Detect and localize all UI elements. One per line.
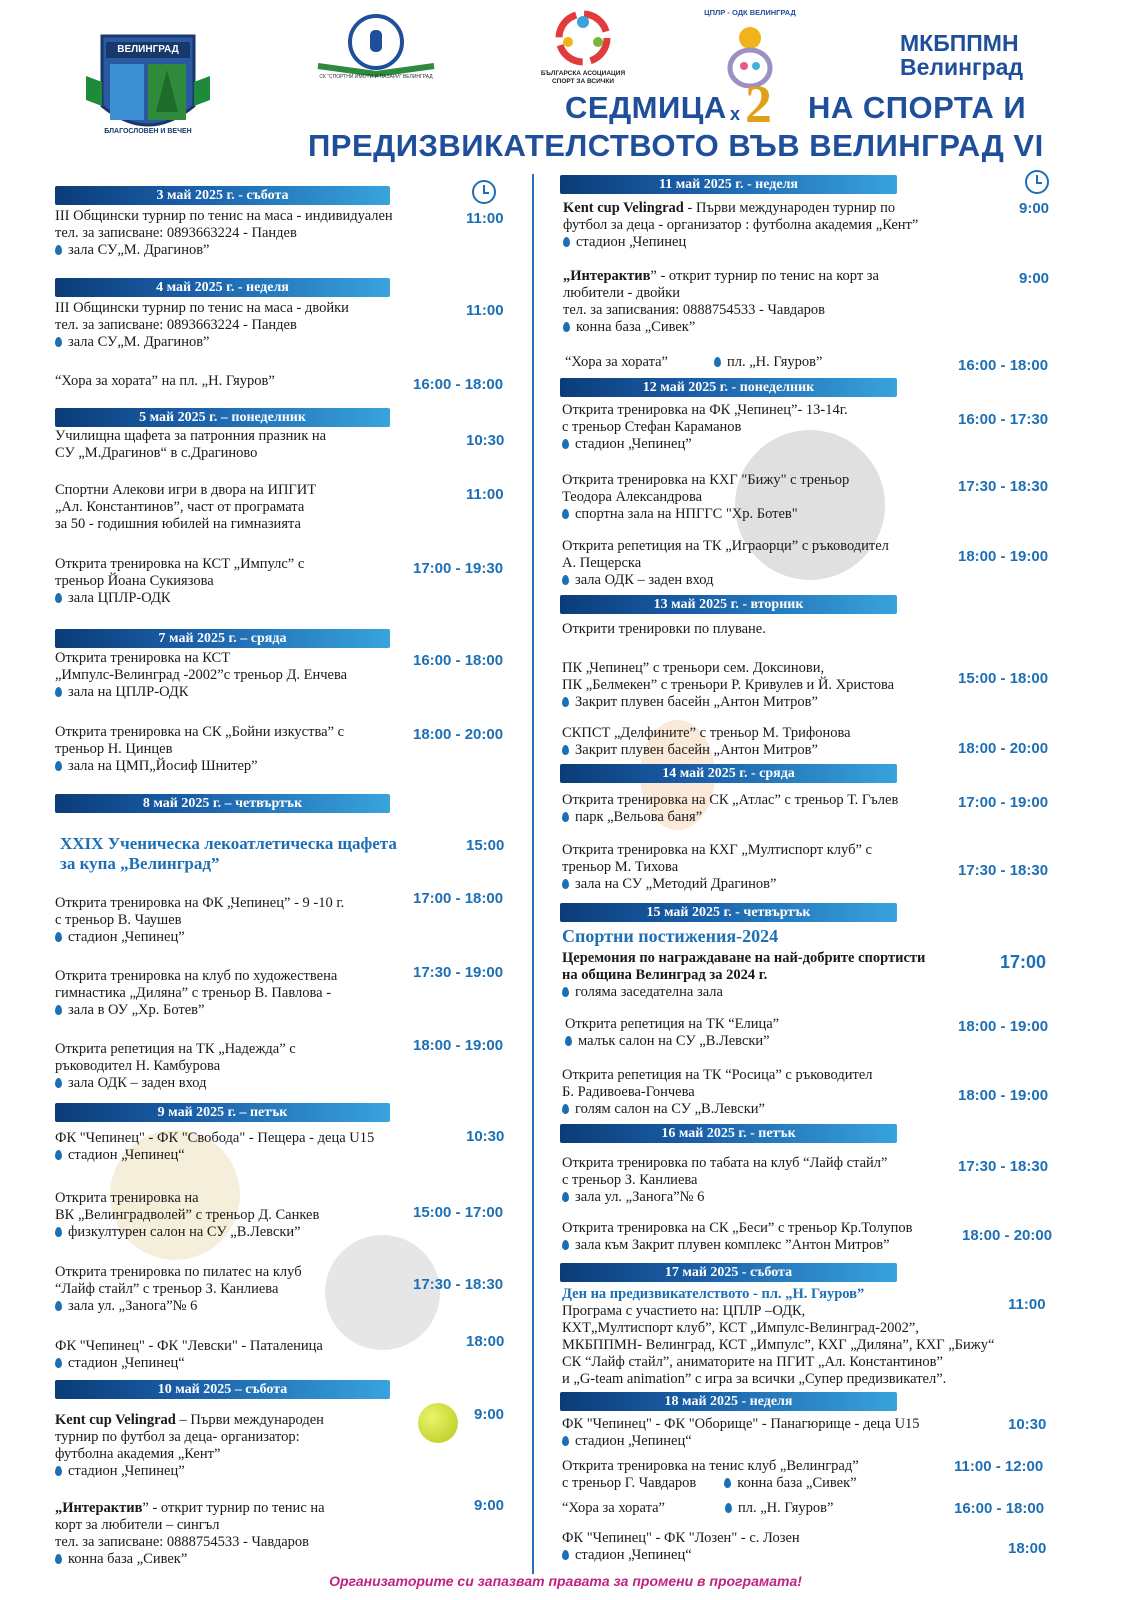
event-time: 18:00 - 19:00 [413,1037,504,1054]
day-header: 12 май 2025 г. - понеделник [560,378,897,397]
event-time: 15:00 - 17:00 [413,1204,504,1221]
day-header: 11 май 2025 г. - неделя [560,175,897,194]
event-text: ФК "Чепинец" - ФК "Оборище" - Панагюрище - деца U15 стадион „Чепинец“ [562,1416,920,1449]
day-header: 14 май 2025 г. - сряда [560,764,897,783]
event-time: 11:00 [466,302,504,319]
event-title-part2: НА СПОРТА И [808,90,1027,125]
event-time: 18:00 - 20:00 [958,740,1049,757]
event-time: 17:00 - 18:00 [413,890,504,907]
event-time: 18:00 - 20:00 [413,726,504,743]
event-time: 9:00 [1019,200,1050,217]
event-text: Открита тренировка на клуб по художествена гимнастика „Диляна” с треньор В. Павлова - зала в ОУ „Хр. Ботев” [55,968,338,1018]
day-header: 3 май 2025 г. - събота [55,186,390,205]
event-time: 17:30 - 19:00 [413,964,504,981]
event-text: ФК "Чепинец" - ФК "Свобода" - Пещера - деца U15 стадион „Чепинец“ [55,1130,375,1163]
coat-text-bottom: БЛАГОСЛОВЕН И ВЕЧЕН [104,128,192,135]
event-text: Открита тренировка на ФК „Чепинец” - 9 -10 г. с треньор В. Чаушев стадион „Чепинец” [55,895,345,945]
event-text: Открита тренировка на КХГ „Мултиспорт клуб” с треньор М. Тихова зала на СУ „Методий Драгинов” [562,842,872,892]
footer-note: Организаторите си запазват правата за промени в програмата! [329,1573,802,1589]
event-text: Открита тренировка по пилатес на клуб “Лайф стайл” с треньор З. Канлиева зала ул. „Занога”№ 6 [55,1264,302,1314]
event-time: 16:00 - 18:00 [413,652,504,669]
event-text: „Интерактив” - открит турнир по тенис на корт за любители - двойки тел. за записвания: 0888754533 - Чавдаров конна база „Сивек” [563,268,879,335]
org-name-line2: Велинград [900,54,1024,80]
tennis-ball-icon [418,1403,458,1443]
odk-logo-text: ЦПЛР - ОДК ВЕЛИНГРАД [704,8,796,17]
event-text: Открита репетиция на ТК „Надежда” с ръководител Н. Камбурова зала ОДК – заден вход [55,1041,296,1091]
event-text: Открита тренировка на КСТ „Импулс” с треньор Йоана Сукиязова зала ЦПЛР-ОДК [55,556,305,606]
event-title: Спортни постижения-2024 [562,926,779,946]
clock-icon [472,180,496,204]
day-header: 9 май 2025 г. – петък [55,1103,390,1122]
event-time: 15:00 [466,837,505,854]
day-header: 17 май 2025 - събота [560,1263,897,1282]
event-text: Церемония по награждаване на най-добрите спортисти на община Велинград за 2024 г. [562,950,926,983]
event-time: 17:30 - 18:30 [413,1276,504,1293]
event-text: Kent cup Velingrad - Първи международен турнир по футбол за деца - организатор : футболна академия „Кент” стадион „Чепинец [563,200,919,250]
event-time: 17:30 - 18:30 [958,862,1049,879]
event-text: Открита репетиция на ТК “Елица” малък салон на СУ „В.Левски” [565,1016,780,1049]
event-time: 9:00 [474,1497,505,1514]
event-text: “Хора за хората” пл. „Н. Гяуров” [565,354,823,370]
event-text: “Хора за хората” на пл. „Н. Гяуров” [55,373,275,389]
event-text: XXIX Ученическа лекоатлетическа щафета за купа „Велинград” [60,834,397,873]
day-header: 8 май 2025 г. – четвъртък [55,794,390,813]
event-text: Открита тренировка на СК „Беси” с треньор Кр.Толупов зала към Закрит плувен комплекс ”Антон Митров” [562,1220,913,1253]
event-time: 11:00 - 12:00 [954,1458,1044,1475]
event-time: 11:00 [466,486,504,503]
event-title-x: x [730,104,741,124]
event-text: Открита тренировка на тенис клуб „Велинград” с треньор Г. Чавдаров конна база „Сивек” [562,1458,859,1491]
event-time: 11:00 [466,210,504,227]
event-text: „Интерактив” - открит турнир по тенис на корт за любители – сингъл тел. за записване: 0888754533 - Чавдаров конна база „Сивек” [55,1500,325,1567]
event-time: 9:00 [474,1406,505,1423]
event-text: Училищна щафета за патронния празник на СУ „М.Драгинов“ в с.Драгиново [55,428,327,461]
event-text: Открита репетиция на ТК “Росица” с ръководител Б. Радивоева-Гончева голям салон на СУ „В.Левски” [562,1067,873,1117]
day-header: 18 май 2025 - неделя [560,1392,897,1411]
sport-for-all-logo-text: БЪЛГАРСКА АСОЦИАЦИЯ СПОРТ ЗА ВСИЧКИ [540,70,626,85]
event-title: Ден на предизвикателството - пл. „Н. Гяуров” [562,1286,865,1302]
event-text: Спортни Алекови игри в двора на ИПГИТ „Ал. Константинов”, част от програмата за 50 - годишния юбилей на гимназията [55,482,317,532]
event-time: 18:00 - 19:00 [958,548,1049,565]
event-text: Програма с участието на: ЦПЛР –ОДК, КХТ„Мултиспорт клуб”, КСТ „Импулс-Велинград-2002”, МКБППМН- Велинград, КСТ „Импулс”, КХГ „Диляна”, КХГ „Бижу“ СК “Лайф стайл”, аниматорите на ПГИТ „Ал. Константинов” и „G-team animation” с игра за всички „Супер предизвикател”. [562,1303,995,1387]
event-time: 10:30 [466,432,505,449]
event-text: СКПСТ „Делфините” с треньор М. Трифонова Закрит плувен басейн „Антон Митров” [562,725,851,758]
event-time: 16:00 - 18:00 [413,376,504,393]
event-text: “Хора за хората” пл. „Н. Гяуров” [562,1500,834,1516]
event-text: Открита тренировка на СК „Бойни изкуства” с треньор Н. Цинцев зала на ЦМП„Йосиф Шнитер” [55,724,345,774]
event-text: Открита тренировка на ВК „Велинградволей” с треньор Д. Санкев физкултурен салон на СУ „В.Левски” [55,1190,320,1240]
event-time: 18:00 - 19:00 [958,1087,1049,1104]
event-time: 16:00 - 18:00 [954,1500,1045,1517]
event-time: 11:00 [1008,1296,1046,1313]
event-time: 16:00 - 18:00 [958,357,1049,374]
event-text: Открита тренировка на КСТ „Импулс-Велинград -2002”с треньор Д. Енчева зала на ЦПЛР-ОДК [55,650,348,700]
event-time: 10:30 [466,1128,505,1145]
clock-icon [1025,170,1049,194]
event-time: 17:30 - 18:30 [958,1158,1049,1175]
event-time: 18:00 [466,1333,505,1350]
event-text: Открита тренировка на СК „Атлас” с треньор Т. Гълев парк „Вельова баня” [562,792,899,825]
event-time: 9:00 [1019,270,1050,287]
event-title-part1: СЕДМИЦА [565,90,727,125]
day-header: 13 май 2025 г. - вторник [560,595,897,614]
event-title-number: 2 [745,74,772,134]
day-header: 15 май 2025 г. - четвъртък [560,903,897,922]
day-header: 7 май 2025 г. – сряда [55,629,390,648]
event-time: 18:00 - 20:00 [962,1227,1053,1244]
event-text: Открита репетиция на ТК „Играорци” с ръководител А. Пещерска зала ОДК – заден вход [562,538,889,588]
event-text: Открита тренировка на ФК „Чепинец”- 13-14г. с треньор Стефан Караманов стадион „Чепинец” [562,402,848,452]
day-header: 5 май 2025 г. – понеделник [55,408,390,427]
event-time: 17:00 [1000,952,1047,972]
event-time: 17:30 - 18:30 [958,478,1049,495]
event-text: Открити тренировки по плуване. [562,621,766,637]
event-time: 18:00 [1008,1540,1047,1557]
day-header: 4 май 2025 г. - неделя [55,278,390,297]
event-text: Открита тренировка по табата на клуб “Лайф стайл” с треньор З. Канлиева зала ул. „Занога”№ 6 [562,1155,888,1205]
event-text: Kent cup Velingrad – Първи международен турнир по футбол за деца- организатор: футболна академия „Кент” стадион „Чепинец” [55,1412,324,1479]
column-divider [532,174,534,1574]
day-header: 16 май 2025 г. - петък [560,1124,897,1143]
event-text: Открита тренировка на КХГ "Бижу" с треньор Теодора Александрова спортна зала на НПГГС "Хр. Ботев" [562,472,850,522]
event-time: 15:00 - 18:00 [958,670,1049,687]
org-name-line1: МКБППМН [900,30,1019,56]
coat-text-top: ВЕЛИНГРАД [117,44,179,55]
event-time: 18:00 - 19:00 [958,1018,1049,1035]
event-text: III Общински турнир по тенис на маса - индивидуален тел. за записване: 0893663224 - Пандев зала СУ„М. Драгинов” [55,208,393,258]
sport-for-all-logo [538,10,628,90]
event-text: ФК "Чепинец" - ФК "Левски" - Паталеница стадион „Чепинец“ [55,1338,323,1371]
velingrad-coat-of-arms [82,16,214,146]
event-location: голяма заседателна зала [562,984,723,1001]
sports-club-logo-text: СК "СПОРТНИ ИМОТИ И ПАЗАРИ" ВЕЛИНГРАД [319,74,433,80]
day-header: 10 май 2025 – събота [55,1380,390,1399]
event-time: 10:30 [1008,1416,1047,1433]
event-text: III Общински турнир по тенис на маса - двойки тел. за записване: 0893663224 - Пандев зала СУ„М. Драгинов” [55,300,349,350]
event-text: ФК "Чепинец" - ФК "Лозен" - с. Лозен стадион „Чепинец“ [562,1530,800,1563]
sports-club-logo [312,10,440,90]
event-time: 16:00 - 17:30 [958,411,1049,428]
event-time: 17:00 - 19:30 [413,560,504,577]
event-time: 17:00 - 19:00 [958,794,1049,811]
event-title-line2: ПРЕДИЗВИКАТЕЛСТВОТО ВЪВ ВЕЛИНГРАД VI [308,128,1044,163]
event-text: ПК „Чепинец” с треньори сем. Доксинови, ПК „Белмекен” с треньори Р. Кривулев и Й. Христова Закрит плувен басейн „Антон Митров” [562,660,895,710]
